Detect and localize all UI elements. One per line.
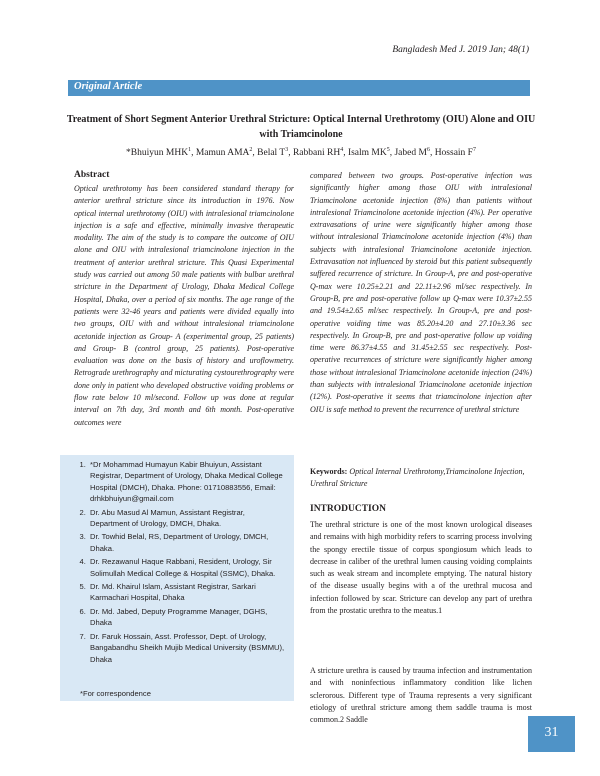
author: Mamun AMA$^2$ (195, 147, 253, 159)
author-list: *Bhuiyun MHK$^1$, Mamun AMA$^2$, Belal $T^3$, Rabbani $RH^4$, Isalm $MK^5$, Jabed $M^6$, Hossain $F^7$ (126, 147, 476, 159)
section-banner (68, 80, 530, 96)
page-number-box (528, 716, 575, 752)
keywords-text: Optical Internal Urethrotomy,Triamcinolone Injection, Urethral Stricture (310, 467, 525, 489)
affiliation-list (60, 455, 294, 665)
affiliation-item: 4. Dr. Rezawanul Haque Rabbani, Resident, Urology, Sir Solimullah Medical College & Hospital (SSMC), Dhaka. (88, 556, 286, 579)
abstract-text-right: compared between two groups. Post-operative infection was significantly higher among those OIU with intralesional Triamcinolone acetonide injection (8%) than patients without intralesional Triamcinolone acetonide injection (4%). Per operative extravasations of urine were significantly higher among those without intralesional Triamcinolone acetonide injection (4%) than subjects with intralesional Triamcinolone acetonide injection. Extravasation not influenced by steroid but this patient subsequently suffered recurrence of stricture. In Group-A, pre and post-operative Q-max were 10.25±2.21 and 22.11±2.96 ml/sec respectively. In Group-B, pre and post-operative follow up Q-max were 10.37±2.55 and 19.54±2.65 ml/sec respectively. In Group-A, pre and post-operative voiding time was 85.20±4.20 and 27.10±3.36 sec respectively. In Group-B, pre and post-operative follow up voiding time were 86.37±4.55 and 31.45±2.55 sec respectively. Post-operative recurrences of stricture were significantly higher among those without intralesional Triamcinolone acetonide injection (24%) than subjects with intralesional Triamcinolone acetonide injection (12%). Post-operative it seems that triamcinolone injection after OIU is safe method to prevent the recurrence of urethral stricture (310, 171, 532, 414)
correspondence-note: *For correspondence (80, 689, 151, 698)
author: Hossain $F^7$ (434, 147, 476, 159)
affiliation-item: 6. Dr. Md. Jabed, Deputy Programme Manager, DGHS, Dhaka (88, 606, 286, 629)
page-number: 31 (544, 725, 559, 740)
author-affiliations-box (60, 455, 294, 701)
journal-reference: Bangladesh Med J. 2019 Jan; 48(1) (392, 45, 529, 55)
affiliation-item: 3. Dr. Towhid Belal, RS, Department of Urology, DMCH, Dhaka. (88, 531, 286, 554)
keywords-label: Keywords: (310, 467, 348, 476)
author: Belal $T^3$ (257, 147, 289, 159)
introduction-paragraph: A stricture urethra is caused by trauma infection and instrumentation and with noninfectious inflammatory condition like lichen sclerorous. Different type of Trauma represents a very significant etiology of urethral stricture among them saddle trauma is most common.2 Saddle (310, 666, 532, 725)
affiliation-item: 1. *Dr Mohammad Humayun Kabir Bhuiyun, Assistant Registrar, Department of Urology, Dhaka Medical College Hospital (DMCH), Dhaka. Phone: 01710883556, Email: drhkbhuiyun@gmail.com (88, 459, 286, 505)
affiliation-item: 2. Dr. Abu Masud Al Mamun, Assistant Registrar, Department of Urology, DMCH, Dhaka. (88, 507, 286, 530)
author: Jabed $M^6$ (394, 147, 430, 159)
keywords (310, 466, 532, 491)
author: Rabbani $RH^4$ (292, 147, 344, 159)
author: Isalm $MK^5$ (347, 147, 390, 159)
article-title: Treatment of Short Segment Anterior Urethral Stricture: Optical Internal Urethrotomy (OIU) Alone and OIU with Triamcinolone (66, 114, 536, 140)
abstract-text-left: Optical urethrotomy has been considered standard therapy for anterior urethral stricture since its introduction in 1976. Now optical internal urethrotomy (OIU) with intralesional triamcinolone injection is a safe and effective, minimally invasive therapeutic modality. The aim of the study is to compare the outcome of OIU alone and OIU with intralesional triamcinolone injection in the treatment of anterior urethral stricture. This Quasi Experimental study was carried out among 50 male patients with bulbar urethral stricture in the Department of Urology, Dhaka Medical College Hospital, Dhaka, over a period of six months. The age range of the patients were 32-46 years and patients were divided equally into two groups, OIU with and without intralesional triamcinolone acetonide injection as Group- A (experimental group, 25 patients) and Group- B (control group, 25 patients). Post-operative evaluation was done on the basis of history and uroflowmetry. Retrograde urethrography and micturating cystourethrography were done only in patient who developed obstructive voiding problems or flow rate below 10 ml/second. Follow up was done at regular interval on 7th day, 3rd month and 6th month. Post-operative outcomes were (74, 184, 294, 427)
abstract-heading: Abstract (74, 170, 110, 180)
affiliation-item: 7. Dr. Faruk Hossain, Asst. Professor, Dept. of Urology, Bangabandhu Sheikh Mujib Medical University (BSMMU), Dhaka (88, 631, 286, 665)
author: *Bhuiyun MHK$^1$ (126, 147, 192, 159)
introduction-heading: INTRODUCTION (310, 504, 387, 514)
affiliation-item: 5. Dr. Md. Khairul Islam, Assistant Registrar, Sarkari Karmachari Hospital, Dhaka (88, 581, 286, 604)
introduction-paragraph: The urethral stricture is one of the most known urological diseases and remains with high morbidity refers to scarring process involving the spongy erectile tissue of corpus spongiosum which leads to decrease in caliber of the urethral lumen causing voiding complaints such as weak stream and incomplete emptying. The natural history of the disease usually begins with a of the urethral mucosa and infection followed by scar. Stricture can develop any part of urethra from the prostatic urethra to the meatus.1 (310, 520, 532, 616)
section-label: Original Article (74, 81, 143, 92)
